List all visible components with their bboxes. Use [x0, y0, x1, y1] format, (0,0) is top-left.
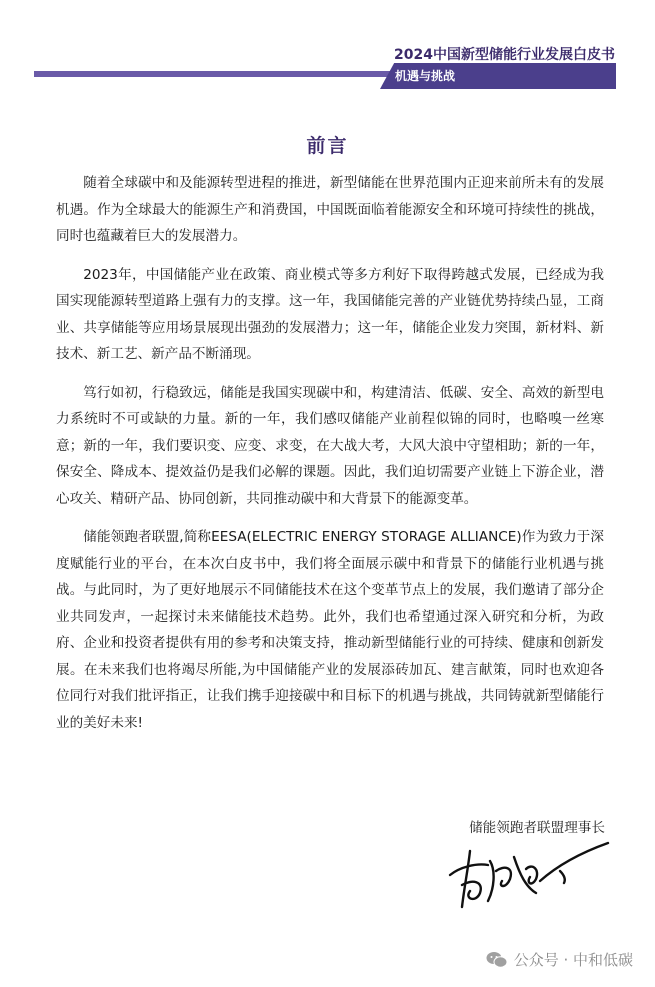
watermark-text: 公众号 · 中和低碳: [513, 951, 633, 969]
paragraph-1: 随着全球碳中和及能源转型进程的推进，新型储能在世界范围内正迎来前所未有的发展机遇。作为全球最大的能源生产和消费国，中国既面临着能源安全和环境可持续性的挑战，同时也蕴藏着巨大的发展潜力。: [56, 175, 604, 244]
handwritten-signature: [440, 835, 620, 915]
header-tab-label: 机遇与挑战: [395, 69, 456, 83]
paragraph-2: 2023年，中国储能产业在政策、商业模式等多方利好下取得跨越式发展，已经成为我国实现能源转型道路上强有力的支撑。这一年，我国储能完善的产业链优势持续凸显，工商业、共享储能等应用场景展现出强劲的发展潜力；这一年，储能企业发力突围，新材料、新技术、新工艺、新产品不断涌现。: [56, 266, 604, 362]
header-title: 2024中国新型储能行业发展白皮书: [394, 47, 615, 63]
page-title: 前言: [306, 135, 349, 157]
wechat-icon: [486, 951, 508, 969]
paragraph-3: 笃行如初，行稳致远，储能是我国实现碳中和，构建清洁、低碳、安全、高效的新型电力系统时不可或缺的力量。新的一年，我们感叹储能产业前程似锦的同时，也略嗅一丝寒意；新的一年，我们要识变、应变、求变，在大战大考，大风大浪中守望相助；新的一年，保安全、降成本、提效益仍是我们必解的课题。因此，我们迫切需要产业链上下游企业，潜心攻关、精研产品、协同创新，共同推动碳中和大背景下的能源变革。: [56, 384, 604, 507]
paragraph-4: 储能领跑者联盟,简称EESA(ELECTRIC ENERGY STORAGE ALLIANCE)作为致力于深度赋能行业的平台，在本次白皮书中，我们将全面展示碳中和背景下的储能行业机遇与挑战。与此同时，为了更好地展示不同储能技术在这个变革节点上的发展，我们邀请了部分企业共同发声，一起探讨未来储能技术趋势。此外，我们也希望通过深入研究和分析，为政府、企业和投资者提供有用的参考和决策支持，推动新型储能行业的可持续、健康和创新发展。在未来我们也将竭尽所能,为中国储能产业的发展添砖加瓦、建言献策，同时也欢迎各位同行对我们批评指正，让我们携手迎接碳中和目标下的机遇与挑战，共同铸就新型储能行业的美好未来!: [56, 529, 604, 731]
watermark: [486, 949, 633, 970]
signer-title: 储能领跑者联盟理事长: [469, 820, 605, 836]
preface-content: [56, 170, 604, 748]
